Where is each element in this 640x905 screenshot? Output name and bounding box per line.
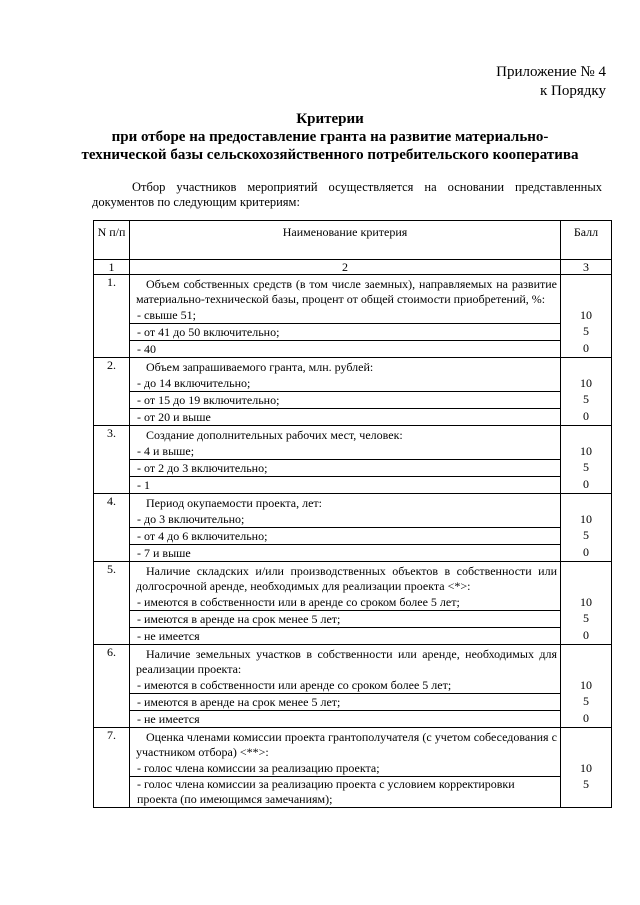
header-score: Балл bbox=[561, 221, 612, 260]
header-num: N п/п bbox=[94, 221, 130, 260]
col-number-3: 3 bbox=[561, 260, 612, 275]
criterion-option: - имеются в собственности или аренде со сроком более 5 лет; bbox=[137, 678, 452, 692]
criterion-number: 7. bbox=[94, 728, 130, 808]
criterion-option: - голос члена комиссии за реализацию проекта с условием корректировки проекта (по имеющимся замечаниям); bbox=[129, 776, 560, 807]
score-spacer bbox=[561, 426, 611, 443]
score-spacer bbox=[561, 728, 611, 760]
criterion-title: Создание дополнительных рабочих мест, человек: bbox=[146, 428, 403, 442]
option-score: 5 bbox=[583, 392, 589, 406]
option-score: 10 bbox=[580, 678, 592, 692]
criterion-option: - 1 bbox=[129, 476, 560, 493]
document-title bbox=[60, 110, 600, 164]
option-score: 0 bbox=[583, 628, 589, 642]
header-name: Наименование критерия bbox=[130, 221, 561, 260]
option-score: 10 bbox=[580, 444, 592, 458]
option-score: 0 bbox=[583, 711, 589, 725]
criterion-title: Объем собственных средств (в том числе заемных), направляемых на развитие материально-технической базы, процент от общей стоимости приобретений, %: bbox=[136, 277, 557, 306]
criterion-cell bbox=[130, 728, 561, 808]
score-cell bbox=[561, 728, 612, 808]
criterion-cell bbox=[130, 358, 561, 426]
option-score: 5 bbox=[583, 460, 589, 474]
score-spacer bbox=[561, 494, 611, 511]
criterion-title: Объем запрашиваемого гранта, млн. рублей: bbox=[146, 360, 374, 374]
option-score: 10 bbox=[580, 595, 592, 609]
option-score: 5 bbox=[583, 694, 589, 708]
score-spacer bbox=[561, 358, 611, 375]
option-score: 10 bbox=[580, 512, 592, 526]
table-row bbox=[94, 645, 612, 728]
criterion-option: - голос члена комиссии за реализацию проекта; bbox=[137, 761, 380, 775]
score-cell bbox=[561, 645, 612, 728]
option-score: 10 bbox=[580, 308, 592, 322]
column-number-row bbox=[94, 260, 612, 275]
criterion-number: 3. bbox=[94, 426, 130, 494]
criterion-option: - не имеется bbox=[129, 627, 560, 644]
criterion-cell bbox=[130, 275, 561, 358]
criterion-option: - до 3 включительно; bbox=[137, 512, 245, 526]
title-line-2: при отборе на предоставление гранта на развитие материально- bbox=[111, 129, 549, 145]
criteria-table bbox=[93, 220, 612, 808]
table-row bbox=[94, 358, 612, 426]
criterion-number: 5. bbox=[94, 562, 130, 645]
score-cell bbox=[561, 494, 612, 562]
option-score: 10 bbox=[580, 376, 592, 390]
criterion-cell bbox=[130, 426, 561, 494]
criterion-cell bbox=[130, 645, 561, 728]
score-spacer bbox=[561, 645, 611, 677]
score-spacer bbox=[561, 275, 611, 307]
appendix-order: к Порядку bbox=[540, 83, 606, 99]
criterion-number: 4. bbox=[94, 494, 130, 562]
score-cell bbox=[561, 562, 612, 645]
criterion-option: - имеются в аренде на срок менее 5 лет; bbox=[129, 610, 560, 627]
criterion-option: - от 4 до 6 включительно; bbox=[129, 527, 560, 544]
criterion-option: - от 2 до 3 включительно; bbox=[129, 459, 560, 476]
criterion-option: - 40 bbox=[129, 340, 560, 357]
table-row bbox=[94, 728, 612, 808]
score-cell bbox=[561, 426, 612, 494]
table-row bbox=[94, 494, 612, 562]
criterion-option: - до 14 включительно; bbox=[137, 376, 251, 390]
criterion-cell bbox=[130, 494, 561, 562]
criterion-option: - имеются в собственности или в аренде со сроком более 5 лет; bbox=[137, 595, 460, 609]
appendix-number: Приложение № 4 bbox=[496, 64, 606, 80]
option-score: 5 bbox=[583, 777, 589, 791]
col-number-1: 1 bbox=[94, 260, 130, 275]
criterion-option: - не имеется bbox=[129, 710, 560, 727]
option-score: 0 bbox=[583, 409, 589, 423]
score-spacer bbox=[561, 562, 611, 594]
criterion-title: Оценка членами комиссии проекта грантополучателя (с учетом собеседования с участником отбора) <**>: bbox=[136, 730, 557, 759]
intro-paragraph: Отбор участников мероприятий осуществляется на основании представленных документов по следующим критериям: bbox=[92, 180, 602, 209]
criterion-title: Наличие земельных участков в собственности или аренде, необходимых для реализации проекта: bbox=[136, 647, 557, 676]
criterion-cell bbox=[130, 562, 561, 645]
table-row bbox=[94, 562, 612, 645]
criterion-number: 1. bbox=[94, 275, 130, 358]
title-line-1: Критерии bbox=[296, 111, 364, 127]
option-score: 5 bbox=[583, 611, 589, 625]
criterion-option: - от 15 до 19 включительно; bbox=[129, 391, 560, 408]
criterion-title: Наличие складских и/или производственных объектов в собственности или долгосрочной аренде, необходимых для реализации проекта <*>: bbox=[136, 564, 557, 593]
criteria-rows bbox=[94, 275, 612, 808]
criterion-number: 2. bbox=[94, 358, 130, 426]
title-line-3: технической базы сельскохозяйственного потребительского кооператива bbox=[81, 147, 579, 163]
table-row bbox=[94, 275, 612, 358]
criterion-option: - 7 и выше bbox=[129, 544, 560, 561]
option-score: 10 bbox=[580, 761, 592, 775]
score-cell bbox=[561, 275, 612, 358]
criterion-option: - имеются в аренде на срок менее 5 лет; bbox=[129, 693, 560, 710]
appendix-reference bbox=[496, 63, 606, 101]
option-score: 0 bbox=[583, 545, 589, 559]
col-number-2: 2 bbox=[130, 260, 561, 275]
option-score: 0 bbox=[583, 477, 589, 491]
score-cell bbox=[561, 358, 612, 426]
criterion-option: - 4 и выше; bbox=[137, 444, 195, 458]
criterion-option: - свыше 51; bbox=[137, 308, 196, 322]
criterion-option: - от 41 до 50 включительно; bbox=[129, 323, 560, 340]
option-score: 5 bbox=[583, 528, 589, 542]
criterion-number: 6. bbox=[94, 645, 130, 728]
table-row bbox=[94, 426, 612, 494]
option-score: 0 bbox=[583, 341, 589, 355]
criterion-option: - от 20 и выше bbox=[129, 408, 560, 425]
criterion-title: Период окупаемости проекта, лет: bbox=[146, 496, 322, 510]
option-score: 5 bbox=[583, 324, 589, 338]
table-header-row bbox=[94, 221, 612, 260]
